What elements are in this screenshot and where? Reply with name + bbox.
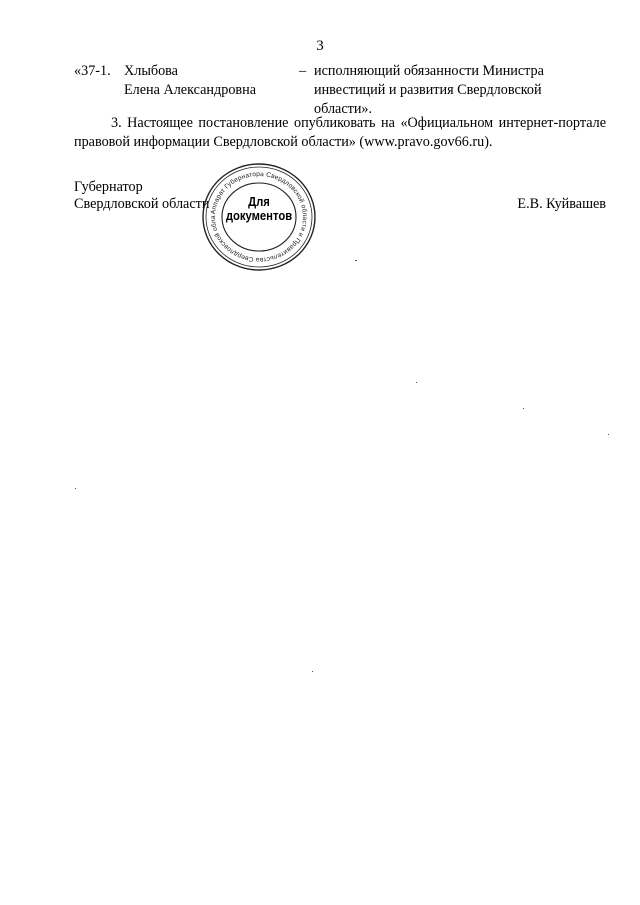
position-line2: инвестиций и развития Свердловской [314,82,542,98]
stamp-text-line2: документов [225,209,293,223]
scan-speck [75,488,76,489]
row-dash: – [299,63,307,79]
person-name-line2: Елена Александровна [124,82,256,98]
position-line3: области». [314,101,373,117]
signatory-title-line2: Свердловской области [74,196,210,212]
position-line1: исполняющий обязанности Министра [314,63,544,79]
scan-speck [608,434,609,435]
person-position [314,62,544,119]
row-number: «37-1. [74,63,111,79]
page-number: 3 [316,38,324,54]
official-stamp [201,162,317,272]
person-name-line1: Хлыбова [124,63,178,79]
scan-speck [523,408,524,409]
scan-speck [355,260,357,261]
person-name [124,62,256,100]
stamp-text-line1: Для [248,195,270,209]
stamp-ring-text: Аппарат Губернатора Свердловской области и Правительства Свердловской обла [209,170,309,264]
signatory-name: Е.В. Куйвашев [517,196,606,212]
signatory-title-line1: Губернатор [74,179,143,195]
scan-speck [312,671,313,672]
signatory-title [74,179,209,213]
scan-speck [416,382,417,383]
paragraph-3: 3. Настоящее постановление опубликовать на «Официальном интернет-портале правовой информации Свердловской области» (www.pravo.gov66.ru). [74,115,606,150]
